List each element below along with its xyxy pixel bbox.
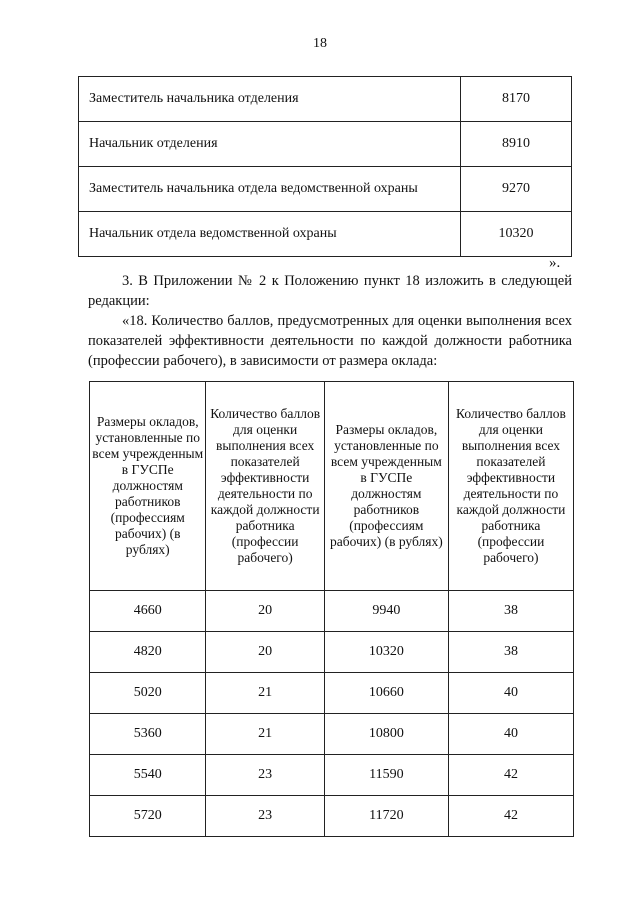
table-cell: 4660 bbox=[90, 591, 206, 632]
header-points-1: Количество баллов для оценки выполнения всех показателей эффективности деятельности по каждой должности работника (профессии рабочего) bbox=[206, 382, 324, 591]
table-cell: 20 bbox=[206, 591, 324, 632]
salary-cell: 8170 bbox=[461, 77, 572, 122]
table-cell: 40 bbox=[448, 714, 573, 755]
header-salary-1: Размеры окладов, установленные по всем учрежденным в ГУСПе должностям работников (профессиям рабочих) (в рублях) bbox=[90, 382, 206, 591]
page-number: 18 bbox=[313, 36, 327, 51]
table-row bbox=[90, 796, 574, 837]
position-cell: Начальник отделения bbox=[79, 122, 461, 167]
table-row bbox=[90, 714, 574, 755]
table-cell: 21 bbox=[206, 714, 324, 755]
header-points-2: Количество баллов для оценки выполнения всех показателей эффективности деятельности по каждой должности работника (профессии рабочего) bbox=[448, 382, 573, 591]
table-row bbox=[79, 167, 572, 212]
table-cell: 5720 bbox=[90, 796, 206, 837]
table-cell: 23 bbox=[206, 755, 324, 796]
salary-cell: 10320 bbox=[461, 212, 572, 257]
clause-18-paragraph: «18. Количество баллов, предусмотренных для оценки выполнения всех показателей эффективности деятельности по каждой должности работника (профессии рабочего), в зависимости от размера оклада: bbox=[88, 313, 572, 369]
table-row bbox=[79, 212, 572, 257]
table-header-row bbox=[90, 382, 574, 591]
table-cell: 5020 bbox=[90, 673, 206, 714]
table-cell: 40 bbox=[448, 673, 573, 714]
table-cell: 38 bbox=[448, 591, 573, 632]
table-cell: 42 bbox=[448, 796, 573, 837]
table-cell: 42 bbox=[448, 755, 573, 796]
header-salary-2: Размеры окладов, установленные по всем учрежденным в ГУСПе должностям работников (профессиям рабочих) (в рублях) bbox=[324, 382, 448, 591]
position-cell: Заместитель начальника отдела ведомственной охраны bbox=[79, 167, 461, 212]
table-row bbox=[79, 122, 572, 167]
table-cell: 10320 bbox=[324, 632, 448, 673]
table-row bbox=[90, 591, 574, 632]
closing-quote-mark: ». bbox=[549, 255, 561, 271]
table-row bbox=[90, 632, 574, 673]
table-row bbox=[90, 673, 574, 714]
table-row bbox=[79, 77, 572, 122]
salary-cell: 9270 bbox=[461, 167, 572, 212]
table-row bbox=[90, 755, 574, 796]
points-table bbox=[89, 381, 574, 837]
position-cell: Заместитель начальника отделения bbox=[79, 77, 461, 122]
table-cell: 9940 bbox=[324, 591, 448, 632]
table-cell: 11590 bbox=[324, 755, 448, 796]
table-cell: 23 bbox=[206, 796, 324, 837]
table-cell: 5360 bbox=[90, 714, 206, 755]
table-cell: 11720 bbox=[324, 796, 448, 837]
table-cell: 4820 bbox=[90, 632, 206, 673]
amendment-paragraph: 3. В Приложении № 2 к Положению пункт 18 изложить в следующей редакции: bbox=[88, 273, 572, 309]
position-cell: Начальник отдела ведомственной охраны bbox=[79, 212, 461, 257]
salary-table bbox=[78, 76, 572, 257]
table-cell: 38 bbox=[448, 632, 573, 673]
table-cell: 21 bbox=[206, 673, 324, 714]
table-cell: 10660 bbox=[324, 673, 448, 714]
salary-cell: 8910 bbox=[461, 122, 572, 167]
table-cell: 5540 bbox=[90, 755, 206, 796]
table-cell: 10800 bbox=[324, 714, 448, 755]
table-cell: 20 bbox=[206, 632, 324, 673]
